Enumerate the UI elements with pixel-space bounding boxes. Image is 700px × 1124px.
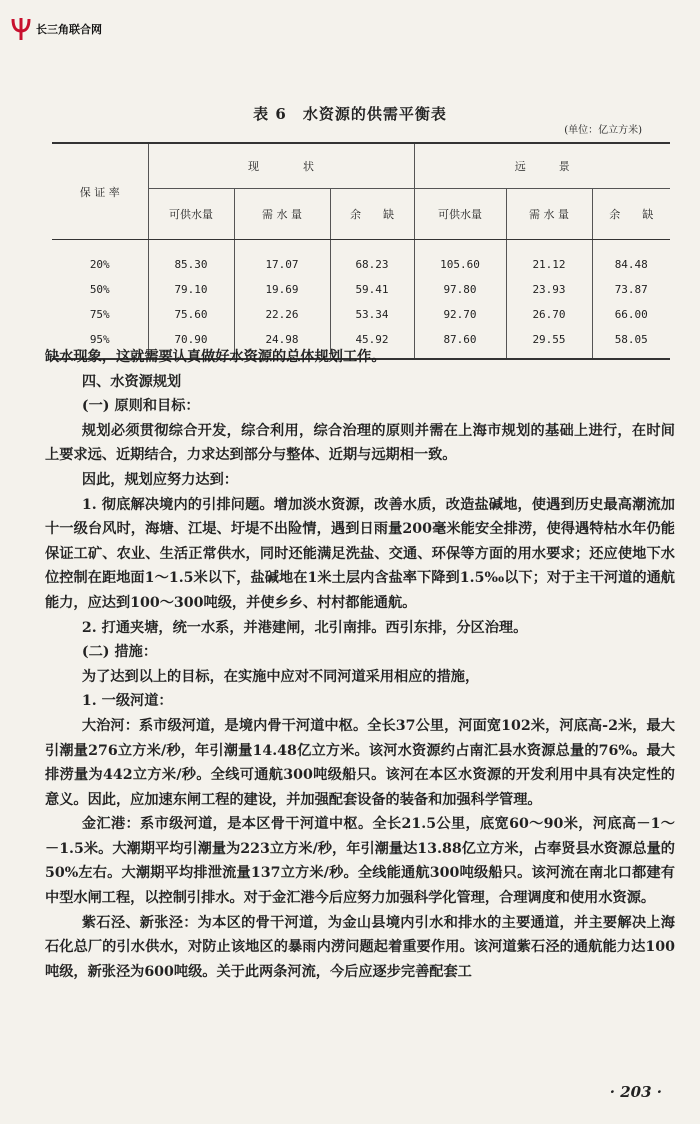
paragraph: 因此，规划应努力达到： (81, 471, 238, 488)
site-logo (10, 16, 102, 42)
table-row (52, 302, 670, 327)
table-cell: 21.12 (506, 240, 592, 278)
supply-demand-table (52, 142, 670, 360)
group-header-current: 现 状 (148, 143, 414, 189)
sub-header: 余 缺 (330, 189, 414, 240)
table-cell: 50% (89, 283, 110, 296)
subsection-heading: (二) 措施： (81, 644, 158, 661)
section-heading: 四、水资源规划 (81, 373, 182, 390)
table-cell: 84.48 (592, 240, 670, 278)
table-cell: 23.93 (506, 277, 592, 302)
table-cell: 97.80 (414, 277, 506, 302)
table-row (52, 277, 670, 302)
sub-header: 需 水 量 (506, 189, 592, 240)
table-cell: 70.90 (148, 327, 234, 359)
table-cell: 58.05 (592, 327, 670, 359)
table-cell: 75.60 (148, 302, 234, 327)
table-cell: 45.92 (330, 327, 414, 359)
sub-header: 可供水量 (414, 189, 506, 240)
table-cell: 66.00 (592, 302, 670, 327)
paragraph: 2. 打通夹塘，统一水系，并港建闸，北引南排。西引东排，分区治理。 (81, 619, 528, 636)
table-cell: 73.87 (592, 277, 670, 302)
page-number: · 203 · (609, 1083, 662, 1101)
table-cell: 22.26 (234, 302, 330, 327)
trident-logo-icon (10, 16, 32, 42)
subsection-heading: (一) 原则和目标： (81, 398, 200, 415)
sub-header: 可供水量 (148, 189, 234, 240)
table-cell: 85.30 (148, 240, 234, 278)
table-title: 表 6 水资源的供需平衡表 (253, 105, 447, 123)
table-cell: 53.34 (330, 302, 414, 327)
table-cell: 26.70 (506, 302, 592, 327)
table-cell: 17.07 (234, 240, 330, 278)
table-cell: 105.60 (414, 240, 506, 278)
body-text (45, 345, 675, 984)
sub-header: 需 水 量 (234, 189, 330, 240)
paragraph: 金汇港：系市级河道，是本区骨干河道中枢。全长21.5公里，底宽60～90米，河底高－1～－1.5米。大潮期平均引潮量为223立方米/秒，年引潮量达13.88亿立方米，占奉贤县水资源总量的50%左右。大潮期平均排泄流量137立方米/秒。全线能通航300吨级船只。该河流在南北口都建有中型水闸工程，以控制引排水。对于金汇港今后应努力加强科学化管理，合理调度和使用水资源。 (45, 816, 675, 907)
paragraph: 紫石泾、新张泾：为本区的骨干河道，为金山县境内引水和排水的主要通道，并主要解决上海石化总厂的引水供水，对防止该地区的暴雨内涝问题起着重要作用。该河道紫石泾的通航能力达100吨级，新张泾为600吨级。关于此两条河流，今后应逐步完善配套工 (45, 914, 675, 980)
group-header-future: 远 景 (414, 143, 670, 189)
table-cell: 68.23 (330, 240, 414, 278)
table-cell: 59.41 (330, 277, 414, 302)
table-cell: 75% (89, 308, 110, 321)
paragraph: 规划必须贯彻综合开发，综合利用，综合治理的原则并需在上海市规划的基础上进行，在时间上要求远、近期结合，力求达到部分与整体、近期与远期相一致。 (45, 422, 675, 464)
table-cell: 87.60 (414, 327, 506, 359)
table-cell: 20% (89, 258, 110, 271)
paragraph: 为了达到以上的目标，在实施中应对不同河道采用相应的措施， (81, 668, 480, 685)
table-cell: 29.55 (506, 327, 592, 359)
table-cell: 79.10 (148, 277, 234, 302)
table-cell: 92.70 (414, 302, 506, 327)
col-header-rate: 保 证 率 (52, 143, 148, 240)
sub-header: 余 缺 (592, 189, 670, 240)
table-cell: 95% (52, 327, 148, 359)
paragraph: 1. 彻底解决境内的引排问题。增加淡水资源，改善水质，改造盐碱地，使遇到历史最高潮流加十一级台风时，海塘、江堤、圩堤不出险情，遇到日雨量200毫米能安全排涝，使得遇特枯水年仍能保证工矿、农业、生活正常供水，同时还能满足洗盐、交通、环保等方面的用水要求；还应使地下水位控制在距地面1～1.5米以下，盐碱地在1米土层内含盐率下降到1.5‰以下；对于主干河道的通航能力，应达到100～300吨级，并使乡乡、村村都能通航。 (45, 496, 675, 611)
site-name: 长三角联合网 (36, 23, 102, 36)
table-row (52, 240, 670, 278)
table-cell: 19.69 (234, 277, 330, 302)
paragraph: 缺水现象，这就需要认真做好水资源的总体规划工作。 (45, 349, 386, 365)
paragraph: 大治河：系市级河道，是境内骨干河道中枢。全长37公里，河面宽102米，河底高-2米，最大引潮量276立方米/秒，年引潮量14.48亿立方米。该河水资源约占南汇县水资源总量的76%。最大排涝量为442立方米/秒。全线可通航300吨级船只。该河在本区水资源的开发利用中具有决定性的意义。因此，应加速东闸工程的建设，并加强配套设备的装备和加强科学管理。 (45, 717, 675, 808)
paragraph: 1. 一级河道： (81, 693, 173, 710)
table-unit: (单位：亿立方米) (564, 125, 642, 136)
table-cell: 24.98 (234, 327, 330, 359)
